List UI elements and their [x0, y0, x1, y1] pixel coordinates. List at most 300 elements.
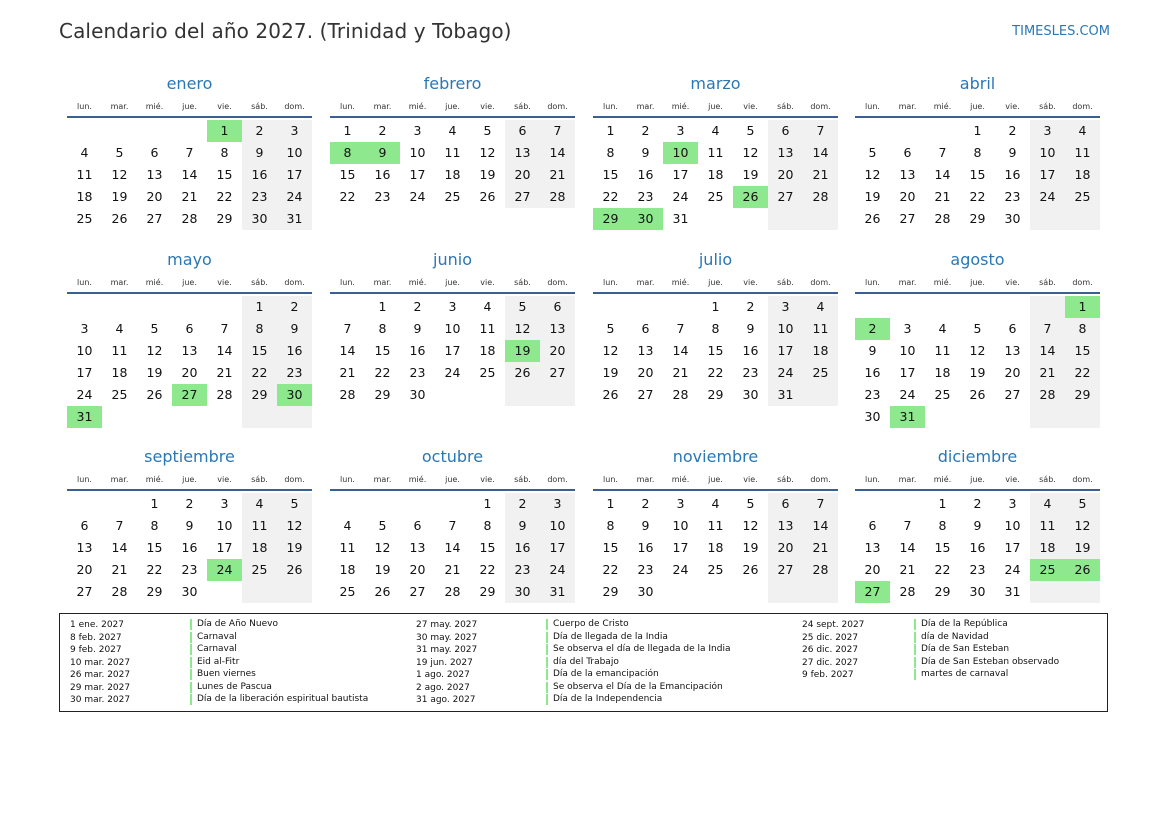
day-cell: 6 [150, 145, 159, 160]
weekday-label: jue. [182, 474, 197, 484]
holiday-day-cell: 31 [890, 406, 925, 428]
day-cell: 24 [1030, 186, 1065, 208]
holiday-day-cell: 31 [67, 406, 102, 428]
week-row [67, 384, 312, 406]
weekday-label: vie. [1005, 101, 1020, 111]
day-cell: 20 [409, 562, 426, 577]
holiday-date: 1 ago. 2027 [416, 670, 470, 680]
month-name: noviembre [672, 447, 759, 466]
weekday-label: mar. [110, 277, 129, 287]
day-cell: 22 [479, 562, 496, 577]
day-cell: 21 [899, 562, 916, 577]
holiday-day-cell: 8 [330, 142, 365, 164]
day-cell: 10 [540, 515, 575, 537]
day-cell: 23 [505, 559, 540, 581]
day-cell: 5 [115, 145, 124, 160]
day-cell: 3 [540, 493, 575, 515]
day-cell: 14 [672, 343, 689, 358]
day-cell: 11 [444, 145, 461, 160]
day-cell: 29 [374, 387, 391, 402]
day-cell: 15 [479, 540, 496, 555]
day-cell: 23 [742, 365, 759, 380]
weekday-label: sáb. [251, 101, 268, 111]
day-cell: 14 [803, 142, 838, 164]
empty-cell [925, 406, 960, 428]
day-cell: 8 [938, 518, 947, 533]
holiday-date: 31 ago. 2027 [416, 695, 476, 705]
day-cell: 19 [742, 167, 759, 182]
weekday-header [855, 470, 1100, 488]
week-row [330, 186, 575, 208]
day-cell: 1 [711, 299, 720, 314]
day-cell: 16 [969, 540, 986, 555]
week-row [67, 186, 312, 208]
day-cell: 9 [973, 518, 982, 533]
empty-cell [1065, 581, 1100, 603]
weekday-label: lun. [603, 101, 618, 111]
day-cell: 2 [641, 496, 650, 511]
holiday-list [59, 613, 1108, 712]
day-cell: 20 [768, 164, 803, 186]
week-row [593, 164, 838, 186]
empty-cell [1065, 406, 1100, 428]
week-row [855, 406, 1100, 428]
day-cell: 5 [1065, 493, 1100, 515]
weekday-header [593, 470, 838, 488]
day-cell: 18 [1030, 537, 1065, 559]
empty-cell [890, 120, 925, 142]
weekday-label: sáb. [514, 474, 531, 484]
holiday-day-cell: 19 [505, 340, 540, 362]
month-marzo [593, 73, 838, 230]
empty-cell [768, 208, 803, 230]
day-cell: 20 [899, 189, 916, 204]
empty-cell [540, 384, 575, 406]
weekday-label: mié. [408, 101, 427, 111]
day-cell: 27 [146, 211, 163, 226]
week-row [593, 581, 838, 603]
holiday-date: 8 feb. 2027 [70, 632, 122, 643]
day-cell: 3 [1030, 120, 1065, 142]
day-cell: 20 [1004, 365, 1021, 380]
day-cell: 30 [505, 581, 540, 603]
day-cell: 27 [637, 387, 654, 402]
holiday-date: 1 ene. 2027 [70, 620, 124, 630]
day-cell: 4 [938, 321, 947, 336]
day-cell: 26 [146, 387, 163, 402]
day-cell: 21 [934, 189, 951, 204]
day-cell: 22 [707, 365, 724, 380]
holiday-date: 27 may. 2027 [416, 620, 478, 630]
day-cell: 17 [768, 340, 803, 362]
day-cell: 2 [973, 496, 982, 511]
day-cell: 6 [868, 518, 877, 533]
holiday-day-cell: 27 [855, 581, 890, 603]
holiday-day-cell: 26 [733, 186, 768, 208]
day-cell: 14 [339, 343, 356, 358]
day-cell: 23 [242, 186, 277, 208]
holiday-name: Se observa el día de llegada de la India [546, 644, 731, 655]
day-cell: 26 [969, 387, 986, 402]
month-name: agosto [950, 250, 1005, 269]
week-row [67, 406, 312, 428]
day-cell: 5 [378, 518, 387, 533]
day-cell: 9 [413, 321, 422, 336]
day-cell: 25 [242, 559, 277, 581]
day-cell: 5 [483, 123, 492, 138]
day-cell: 9 [242, 142, 277, 164]
day-cell: 21 [181, 189, 198, 204]
day-cell: 24 [768, 362, 803, 384]
day-cell: 14 [540, 142, 575, 164]
day-cell: 25 [111, 387, 128, 402]
week-row [855, 362, 1100, 384]
weekday-label: lun. [603, 277, 618, 287]
empty-cell [1030, 581, 1065, 603]
holiday-name: Día de la liberación espiritual bautista [190, 694, 368, 705]
day-cell: 15 [934, 540, 951, 555]
empty-cell [768, 581, 803, 603]
month-name: marzo [690, 74, 741, 93]
day-cell: 1 [973, 123, 982, 138]
day-cell: 27 [1004, 387, 1021, 402]
day-cell: 23 [277, 362, 312, 384]
day-cell: 14 [181, 167, 198, 182]
day-cell: 24 [899, 387, 916, 402]
day-cell: 1 [150, 496, 159, 511]
empty-cell [330, 296, 365, 318]
week-row [855, 120, 1100, 142]
month-name: enero [166, 74, 213, 93]
empty-cell [102, 493, 137, 515]
weekday-label: dom. [284, 101, 305, 111]
day-cell: 13 [864, 540, 881, 555]
empty-cell [663, 581, 698, 603]
day-cell: 28 [672, 387, 689, 402]
holiday-day-cell: 24 [207, 559, 242, 581]
day-cell: 30 [864, 409, 881, 424]
holiday-name: Cuerpo de Cristo [546, 619, 629, 630]
day-cell: 13 [146, 167, 163, 182]
day-cell: 22 [339, 189, 356, 204]
day-cell: 30 [742, 387, 759, 402]
day-cell: 8 [606, 145, 615, 160]
month-name: septiembre [144, 447, 235, 466]
day-cell: 4 [803, 296, 838, 318]
holiday-name: día de Navidad [914, 632, 989, 643]
empty-cell [435, 493, 470, 515]
day-cell: 21 [111, 562, 128, 577]
weekday-label: vie. [217, 277, 232, 287]
day-cell: 1 [378, 299, 387, 314]
week-row [67, 559, 312, 581]
day-cell: 12 [277, 515, 312, 537]
day-cell: 3 [903, 321, 912, 336]
day-cell: 9 [277, 318, 312, 340]
day-cell: 13 [409, 540, 426, 555]
weekday-label: dom. [810, 101, 831, 111]
holiday-name: Día de llegada de la India [546, 632, 668, 643]
day-cell: 29 [216, 211, 233, 226]
weekday-label: sáb. [777, 474, 794, 484]
weekday-label: vie. [480, 101, 495, 111]
holiday-name: martes de carnaval [914, 669, 1008, 680]
empty-cell [102, 120, 137, 142]
day-cell: 30 [181, 584, 198, 599]
holiday-date: 30 mar. 2027 [70, 695, 131, 705]
day-cell: 26 [742, 562, 759, 577]
day-cell: 13 [768, 515, 803, 537]
day-cell: 10 [216, 518, 233, 533]
day-cell: 12 [969, 343, 986, 358]
day-cell: 6 [903, 145, 912, 160]
week-row [593, 493, 838, 515]
day-cell: 26 [864, 211, 881, 226]
holiday-date: 29 mar. 2027 [70, 682, 131, 693]
day-cell: 4 [1030, 493, 1065, 515]
empty-cell [102, 296, 137, 318]
empty-cell [995, 296, 1030, 318]
weekday-label: dom. [547, 101, 568, 111]
day-cell: 30 [637, 584, 654, 599]
holiday-date: 9 feb. 2027 [802, 670, 854, 680]
day-cell: 20 [146, 189, 163, 204]
weekday-label: mar. [636, 277, 655, 287]
weekday-label: mié. [408, 474, 427, 484]
empty-cell [960, 296, 995, 318]
day-cell: 6 [185, 321, 194, 336]
weekday-label: mar. [898, 101, 917, 111]
weekday-label: jue. [182, 101, 197, 111]
holiday-name: Carnaval [190, 644, 237, 655]
day-cell: 19 [742, 540, 759, 555]
month-name: julio [698, 250, 733, 269]
day-cell: 17 [76, 365, 93, 380]
empty-cell [593, 296, 628, 318]
weekday-label: jue. [182, 277, 197, 287]
day-cell: 17 [672, 540, 689, 555]
day-cell: 26 [277, 559, 312, 581]
day-cell: 10 [768, 318, 803, 340]
holiday-day-cell: 26 [1065, 559, 1100, 581]
holiday-name: Carnaval [190, 632, 237, 643]
day-cell: 9 [868, 343, 877, 358]
day-cell: 30 [242, 208, 277, 230]
day-cell: 6 [505, 120, 540, 142]
day-cell: 31 [277, 208, 312, 230]
weekday-label: mar. [373, 474, 392, 484]
weekday-label: dom. [547, 474, 568, 484]
day-cell: 10 [444, 321, 461, 336]
holiday-name: Día de la emancipación [546, 669, 659, 680]
day-cell: 30 [1004, 211, 1021, 226]
day-cell: 9 [641, 518, 650, 533]
day-cell: 9 [505, 515, 540, 537]
day-cell: 19 [969, 365, 986, 380]
day-cell: 9 [746, 321, 755, 336]
day-cell: 20 [637, 365, 654, 380]
day-cell: 21 [444, 562, 461, 577]
day-cell: 4 [115, 321, 124, 336]
day-cell: 22 [934, 562, 951, 577]
day-cell: 15 [339, 167, 356, 182]
day-cell: 25 [803, 362, 838, 384]
day-cell: 27 [540, 362, 575, 384]
day-cell: 11 [242, 515, 277, 537]
day-cell: 21 [339, 365, 356, 380]
week-row [67, 318, 312, 340]
weekday-label: vie. [217, 101, 232, 111]
week-row [855, 537, 1100, 559]
day-cell: 6 [540, 296, 575, 318]
holiday-name: Lunes de Pascua [190, 682, 272, 693]
week-row [67, 164, 312, 186]
month-enero [67, 73, 312, 230]
month-divider [855, 116, 1100, 118]
day-cell: 28 [1030, 384, 1065, 406]
day-cell: 4 [448, 123, 457, 138]
day-cell: 2 [242, 120, 277, 142]
weekday-label: sáb. [777, 101, 794, 111]
day-cell: 22 [969, 189, 986, 204]
holiday-date: 31 may. 2027 [416, 645, 478, 655]
day-cell: 30 [409, 387, 426, 402]
day-cell: 8 [378, 321, 387, 336]
day-cell: 2 [641, 123, 650, 138]
day-cell: 3 [1008, 496, 1017, 511]
month-septiembre [67, 446, 312, 603]
weekday-label: jue. [970, 277, 985, 287]
month-divider [330, 292, 575, 294]
weekday-label: mar. [636, 474, 655, 484]
day-cell: 25 [934, 387, 951, 402]
day-cell: 29 [707, 387, 724, 402]
weekday-label: mié. [145, 101, 164, 111]
holiday-date: 24 sept. 2027 [802, 620, 865, 630]
week-row [855, 208, 1100, 230]
day-cell: 23 [637, 562, 654, 577]
day-cell: 13 [899, 167, 916, 182]
day-cell: 8 [606, 518, 615, 533]
day-cell: 31 [768, 384, 803, 406]
day-cell: 23 [374, 189, 391, 204]
day-cell: 14 [899, 540, 916, 555]
day-cell: 25 [444, 189, 461, 204]
empty-cell [855, 493, 890, 515]
week-row [593, 318, 838, 340]
empty-cell [207, 406, 242, 428]
weekday-label: sáb. [1039, 474, 1056, 484]
day-cell: 27 [505, 186, 540, 208]
day-cell: 7 [343, 321, 352, 336]
weekday-label: vie. [743, 277, 758, 287]
day-cell: 4 [80, 145, 89, 160]
day-cell: 20 [864, 562, 881, 577]
day-cell: 24 [409, 189, 426, 204]
weekday-label: sáb. [251, 277, 268, 287]
day-cell: 29 [479, 584, 496, 599]
month-name: octubre [421, 447, 484, 466]
day-cell: 4 [483, 299, 492, 314]
week-row [330, 581, 575, 603]
day-cell: 17 [444, 343, 461, 358]
day-cell: 23 [637, 189, 654, 204]
month-divider [67, 292, 312, 294]
empty-cell [663, 296, 698, 318]
day-cell: 25 [707, 562, 724, 577]
day-cell: 13 [76, 540, 93, 555]
holiday-date: 25 dic. 2027 [802, 632, 859, 643]
week-row [67, 493, 312, 515]
day-cell: 18 [111, 365, 128, 380]
holiday-name: Se observa el Día de la Emancipación [546, 682, 723, 693]
weekday-label: lun. [77, 474, 92, 484]
week-row [330, 296, 575, 318]
week-row [67, 537, 312, 559]
day-cell: 24 [277, 186, 312, 208]
weekday-header [330, 470, 575, 488]
day-cell: 11 [1065, 142, 1100, 164]
day-cell: 27 [768, 559, 803, 581]
month-noviembre [593, 446, 838, 603]
holiday-day-cell: 1 [207, 120, 242, 142]
week-row [855, 581, 1100, 603]
month-divider [67, 489, 312, 491]
weekday-label: mar. [898, 474, 917, 484]
weekday-header [67, 470, 312, 488]
day-cell: 5 [606, 321, 615, 336]
day-cell: 12 [742, 145, 759, 160]
day-cell: 22 [374, 365, 391, 380]
empty-cell [803, 581, 838, 603]
brand-link[interactable]: TIMESLES.COM [1012, 24, 1110, 39]
day-cell: 12 [479, 145, 496, 160]
weekday-label: dom. [810, 474, 831, 484]
empty-cell [207, 581, 242, 603]
weekday-label: mié. [145, 277, 164, 287]
week-row [593, 362, 838, 384]
day-cell: 18 [76, 189, 93, 204]
day-cell: 15 [374, 343, 391, 358]
month-divider [855, 489, 1100, 491]
month-junio [330, 249, 575, 406]
day-cell: 17 [409, 167, 426, 182]
weekday-label: mié. [671, 101, 690, 111]
day-cell: 4 [711, 496, 720, 511]
day-cell: 22 [602, 189, 619, 204]
day-cell: 23 [181, 562, 198, 577]
day-cell: 26 [602, 387, 619, 402]
holiday-day-cell: 30 [277, 384, 312, 406]
weekday-label: jue. [445, 277, 460, 287]
day-cell: 11 [479, 321, 496, 336]
month-julio [593, 249, 838, 406]
weekday-label: lun. [77, 101, 92, 111]
day-cell: 16 [742, 343, 759, 358]
day-cell: 3 [277, 120, 312, 142]
month-divider [593, 489, 838, 491]
day-cell: 14 [934, 167, 951, 182]
day-cell: 29 [602, 584, 619, 599]
week-row [330, 362, 575, 384]
day-cell: 27 [409, 584, 426, 599]
day-cell: 8 [973, 145, 982, 160]
week-row [593, 559, 838, 581]
day-cell: 17 [672, 167, 689, 182]
day-cell: 4 [711, 123, 720, 138]
day-cell: 5 [150, 321, 159, 336]
day-cell: 16 [242, 164, 277, 186]
